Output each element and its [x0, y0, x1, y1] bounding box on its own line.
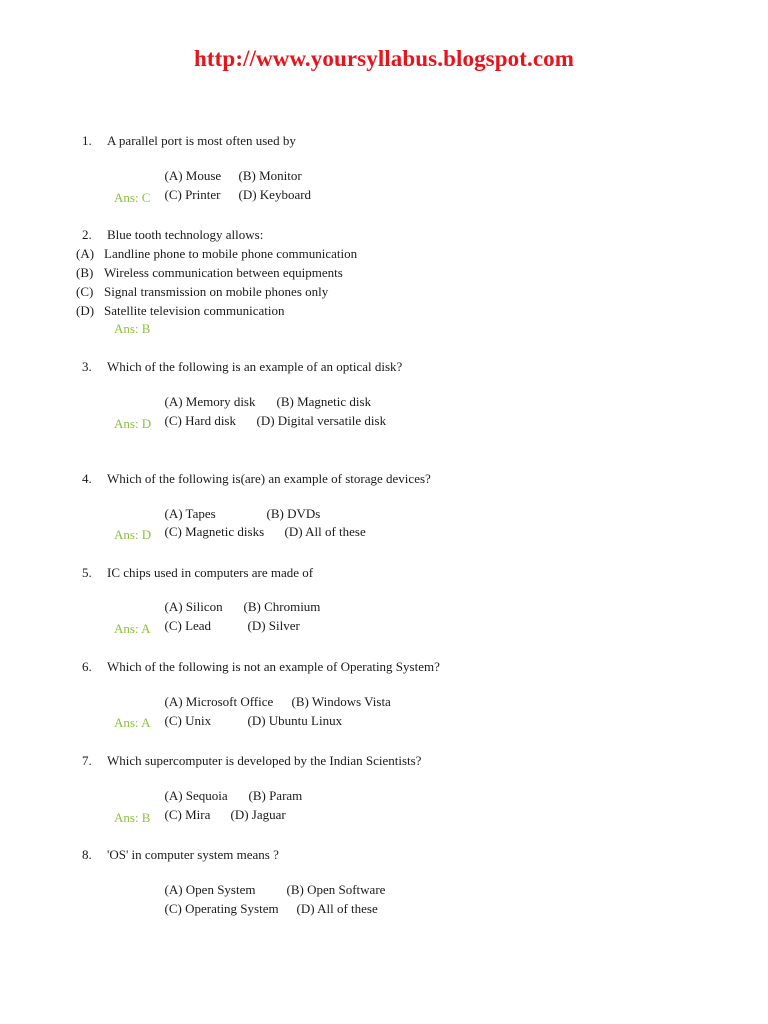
option-b: (B) Chromium	[243, 599, 321, 614]
question-number: 4.	[82, 471, 92, 486]
question-number: 3.	[82, 359, 92, 374]
option-label: (D)	[76, 303, 95, 318]
option-b: (B) Magnetic disk	[276, 394, 372, 409]
option-text: Satellite television communication	[104, 303, 285, 318]
option-a: (A) Tapes	[164, 506, 216, 521]
option-c: (C) Mira	[164, 807, 211, 822]
options-row	[145, 791, 286, 839]
option-c: (C) Magnetic disks	[164, 524, 265, 539]
options-row	[145, 602, 300, 650]
question-number: 1.	[82, 133, 92, 148]
options-row	[145, 171, 311, 219]
question-number: 5.	[82, 565, 92, 580]
question-number: 6.	[82, 659, 92, 674]
answer-label: Ans: B	[114, 321, 151, 336]
question-text: Which of the following is an example of an optical disk?	[107, 359, 403, 374]
option-label: (B)	[76, 265, 94, 280]
option-c: (C) Printer	[164, 187, 221, 202]
option-a: (A) Open System	[164, 882, 256, 897]
option-text: Landline phone to mobile phone communication	[104, 246, 358, 261]
option-c: (C) Hard disk	[164, 413, 236, 428]
option-a: (A) Microsoft Office	[164, 694, 274, 709]
option-label: (A)	[76, 246, 95, 261]
question-number: 2.	[82, 227, 92, 242]
option-b: (B) Monitor	[238, 168, 302, 183]
option-a: (A) Memory disk	[164, 394, 256, 409]
answer-label: Ans: D	[114, 527, 152, 542]
option-text: Signal transmission on mobile phones only	[104, 284, 329, 299]
answer-label: Ans: D	[114, 416, 152, 431]
option-c: (C) Unix	[164, 713, 212, 728]
option-label: (C)	[76, 284, 94, 299]
question-text: Which supercomputer is developed by the Indian Scientists?	[107, 753, 422, 768]
option-b: (B) Windows Vista	[291, 694, 391, 709]
options-row	[145, 397, 386, 445]
option-b: (B) DVDs	[266, 506, 321, 521]
option-d: (D) All of these	[284, 524, 366, 539]
option-d: (D) All of these	[296, 901, 378, 916]
question-text: Blue tooth technology allows:	[107, 227, 264, 242]
question-text: 'OS' in computer system means ?	[107, 847, 279, 862]
question-text: Which of the following is(are) an example of storage devices?	[107, 471, 431, 486]
question-text: A parallel port is most often used by	[107, 133, 296, 148]
option-d: (D) Digital versatile disk	[256, 413, 387, 428]
question-text: IC chips used in computers are made of	[107, 565, 314, 580]
options-row	[145, 885, 378, 933]
option-a: (A) Mouse	[164, 168, 222, 183]
answer-label: Ans: C	[114, 190, 151, 205]
options-row	[145, 697, 342, 745]
header-url-link[interactable]: http://www.yoursyllabus.blogspot.com	[194, 46, 574, 71]
option-b: (B) Param	[248, 788, 303, 803]
option-a: (A) Silicon	[164, 599, 223, 614]
options-row	[145, 508, 366, 556]
option-a: (A) Sequoia	[164, 788, 228, 803]
answer-label: Ans: B	[114, 810, 151, 825]
option-d: (D) Keyboard	[238, 187, 312, 202]
option-d: (D) Jaguar	[230, 807, 286, 822]
option-b: (B) Open Software	[286, 882, 386, 897]
question-number: 7.	[82, 753, 92, 768]
question-number: 8.	[82, 847, 92, 862]
option-text: Wireless communication between equipments	[104, 265, 343, 280]
answer-label: Ans: A	[114, 715, 151, 730]
option-d: (D) Ubuntu Linux	[247, 713, 343, 728]
answer-label: Ans: A	[114, 621, 151, 636]
question-text: Which of the following is not an example of Operating System?	[107, 659, 440, 674]
option-c: (C) Lead	[164, 618, 212, 633]
option-c: (C) Operating System	[164, 901, 279, 916]
option-d: (D) Silver	[247, 618, 300, 633]
